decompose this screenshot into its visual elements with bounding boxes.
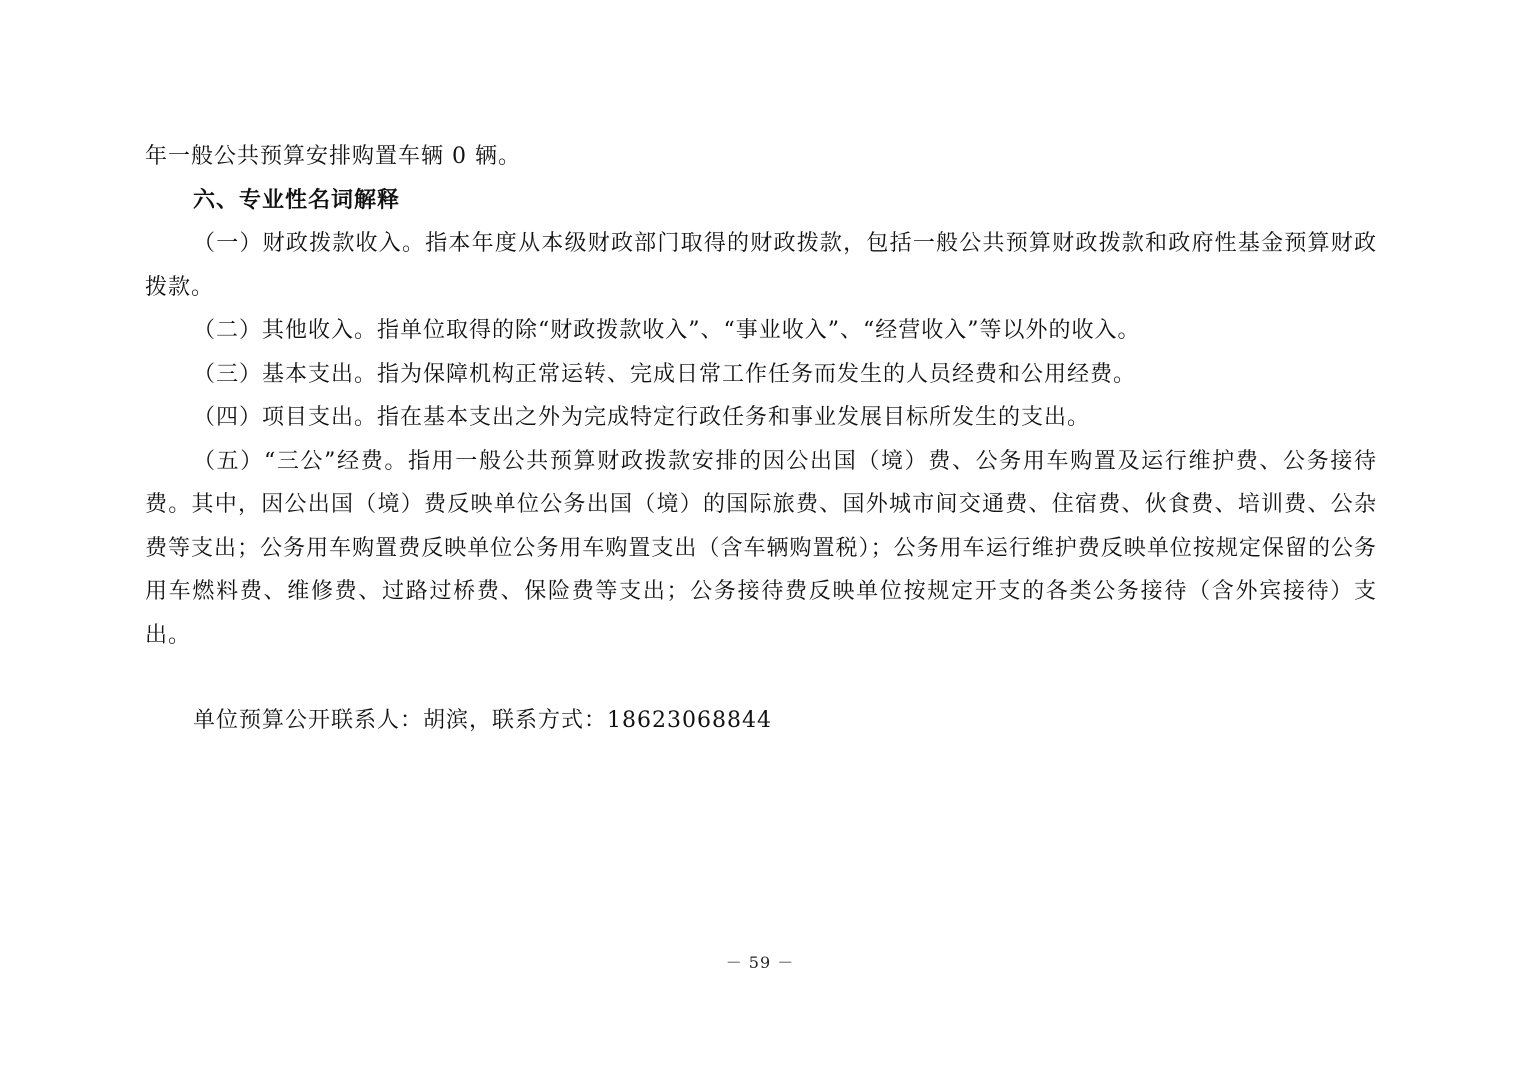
paragraph-three-public-expenses: （五）“三公”经费。指用一般公共预算财政拨款安排的因公出国（境）费、公务用车购置及运行维护费、公务接待费。其中，因公出国（境）费反映单位公务出国（境）的国际旅费、国外城市间交通费、住宿费、伙食费、培训费、公杂费等支出；公务用车购置费反映单位公务用车购置支出（含车辆购置税）；公务用车运行维护费反映单位按规定保留的公务用车燃料费、维修费、过路过桥费、保险费等支出；公务接待费反映单位按规定开支的各类公务接待（含外宾接待）支出。: [145, 448, 1377, 648]
paragraph-fiscal-allocation-income: （一）财政拨款收入。指本年度从本级财政部门取得的财政拨款，包括一般公共预算财政拨款和政府性基金预算财政拨款。: [145, 231, 1377, 300]
paragraph-other-income: （二）其他收入。指单位取得的除“财政拨款收入”、“事业收入”、“经营收入”等以外的收入。: [193, 318, 1141, 343]
document-body: [145, 135, 1377, 743]
paragraph-project-expenditure: （四）项目支出。指在基本支出之外为完成特定行政任务和事业发展目标所发生的支出。: [193, 405, 1091, 430]
section-heading: 六、专业性名词解释: [193, 187, 401, 213]
continuation-line: 年一般公共预算安排购置车辆 0 辆。: [145, 144, 521, 169]
contact-line: 单位预算公开联系人：胡滨，联系方式：18623068844: [193, 708, 772, 733]
paragraph-basic-expenditure: （三）基本支出。指为保障机构正常运转、完成日常工作任务而发生的人员经费和公用经费。: [193, 361, 1137, 387]
page-number: － 59 －: [725, 953, 795, 972]
